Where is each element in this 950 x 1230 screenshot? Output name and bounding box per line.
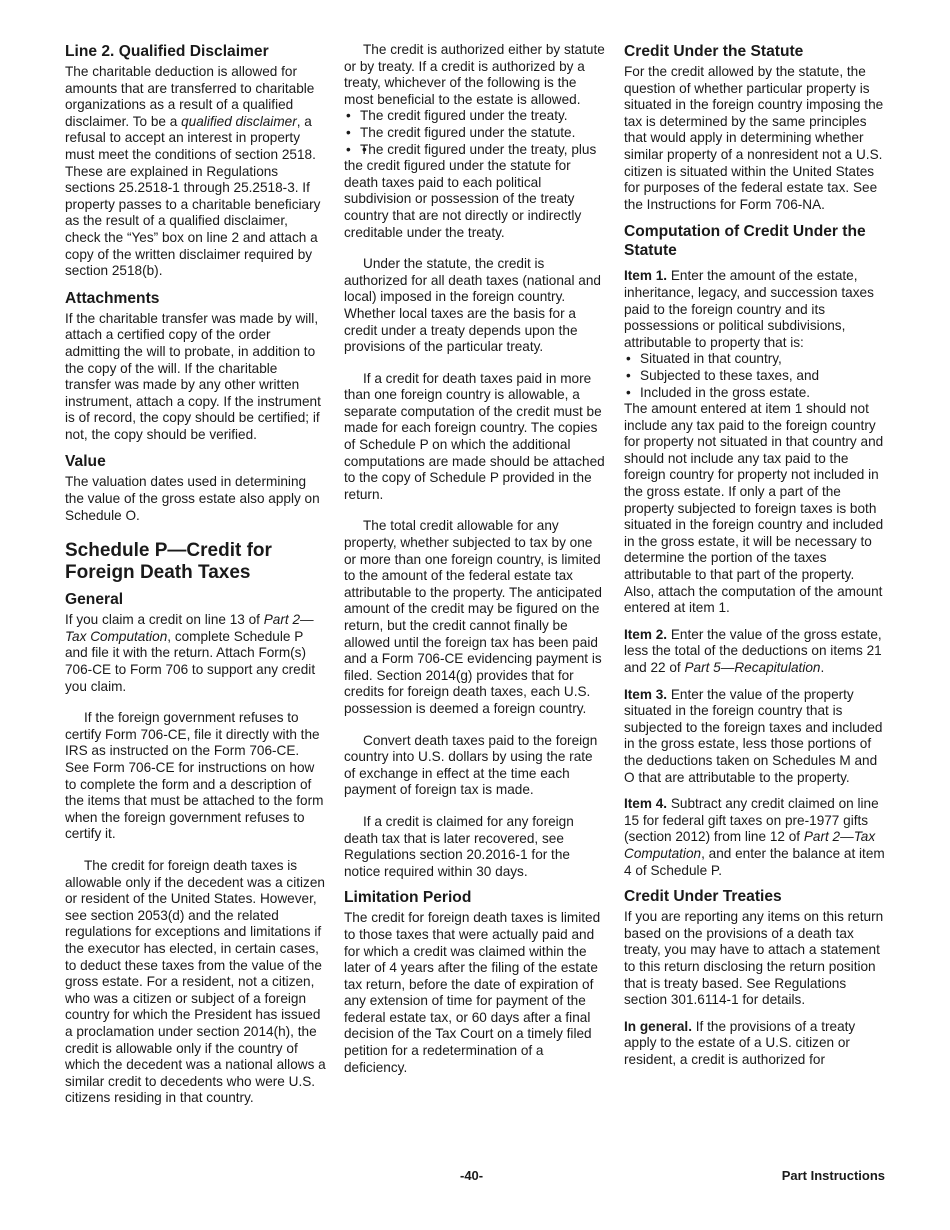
item1-bullet-list — [624, 351, 886, 401]
list-item: • Situated in that country, — [624, 351, 886, 368]
limitation-text: The credit for foreign death taxes is limited to those taxes that were actually paid and for which a credit was claimed within the later of 4 years after the filing of the estate tax return, before the date of expiration of any extension of time for payment of the federal estate tax, or 60 days after a final decision of the Tax Court on a timely filed petition for a redetermination of a deficiency. — [344, 910, 601, 1075]
in-general-text: In general. If the provisions of a treaty apply to the estate of a U.S. citizen or resident, a credit is authorized for — [624, 1018, 856, 1067]
general-heading: General — [65, 591, 124, 609]
general-p3: The credit for foreign death taxes is allowable only if the decedent was a citizen or resident of the United States. However, see section 2053(d) and the related regulations for exceptions and limitations if the executor has elected, in certain cases, to deduct these taxes from the value of the gross estate. For a resident, not a citizen, who was a citizen or subject of a foreign country for which the President has issued a proclamation under section 2014(h), the credit is allowable only if the country of which the decedent was a national allows a similar credit to decedents who were U.S. citizens residing in that country. — [65, 857, 326, 1106]
convert-paragraph: Convert death taxes paid to the foreign country into U.S. dollars by using the rate of exchange in effect at the time each payment of foreign tax is made. — [344, 732, 598, 798]
recovered-paragraph: If a credit is claimed for any foreign death tax that is later recovered, see Regulations section 20.2016-1 for the notice required within 30 days. — [344, 813, 574, 879]
list-item: • The credit figured under the statute. — [344, 125, 606, 142]
section-value — [65, 452, 327, 524]
total-credit-paragraph: The total credit allowable for any property, whether subjected to tax by one or more than one foreign country, is limited to the amount of the federal estate tax attributable to the property. The anticipated amount of the credit may be figured on the return, but the credit cannot finally be allowed until the foreign tax has been paid and a Form 706-CE evidencing payment is filed. Section 2014(g) provides that for credits for foreign death taxes, each U.S. possession is deemed a foreign country. — [344, 518, 602, 716]
section-line2 — [65, 42, 327, 280]
treaties-text: If you are reporting any items on this return based on the provisions of a death tax treaty, you may have to attach a statement to this return disclosing the return position that is treaty based. See Regulations section 301.6114-1 for details. — [624, 909, 884, 1008]
limitation-heading: Limitation Period — [344, 889, 472, 907]
list-item: • Subjected to these taxes, and — [624, 368, 886, 385]
list-item: • Included in the gross estate. — [624, 385, 886, 402]
attachments-text: If the charitable transfer was made by will, attach a certified copy of the order admitting the will to probate, in addition to the copy of the will. If the charitable transfer was made by any other written instrument, attach a copy. If the instrument is of record, the copy should be certified; if not, the copy should be verified. — [65, 310, 321, 442]
item2-text: Item 2. Enter the value of the gross estate, less the total of the deductions on items 21 and 22 of Part 5—Recapitulation. — [624, 626, 882, 675]
value-heading: Value — [65, 453, 106, 471]
item4-text: Item 4. Subtract any credit claimed on line 15 for federal gift taxes on pre-1977 gifts (section 2012) from line 12 of Part 2—Tax Computation, and enter the balance at item 4 of Schedule P. — [624, 796, 885, 878]
computation-heading: Computation of Credit Under the Statute — [624, 223, 866, 260]
item1-text: Item 1. Enter the amount of the estate, inheritance, legacy, and succession taxes paid to the foreign country and its possessions or political subdivisions, attributable to property that is: — [624, 268, 874, 350]
list-item: • The credit figured under the treaty. — [344, 108, 606, 125]
credit-bullet-list — [344, 108, 606, 241]
authorized-text: The credit is authorized either by statute or by treaty. If a credit is authorized by a treaty, whichever of the following is the most beneficial to the estate is allowed. — [344, 42, 605, 107]
footer-label: Part Instructions — [781, 1168, 885, 1183]
item1-after-text: The amount entered at item 1 should not include any tax paid to the foreign country for property not situated in that country and should not include any tax paid to the foreign country for property not included in the gross estate. If only a part of the property subjected to foreign taxes is both situated in the foreign country and included in the gross estate, it will be necessary to determine the portion of the taxes attributable to that part of the property. Also, attach the computation of the amount entered at item 1. — [624, 401, 884, 616]
column-right — [624, 42, 886, 1076]
column-middle — [344, 42, 606, 1084]
line2-text: The charitable deduction is allowed for amounts that are transferred to charitable organizations as a result of a qualified disclaimer. To be a qualified disclaimer, a refusal to accept an interest in property must meet the conditions of section 2518. These are explained in Regulations sections 25.2518-1 through 25.2518-3. If property passes to a charitable beneficiary as the result of a qualified disclaimer, check the “Yes” box on line 2 and attach a copy of the written disclaimer required by section 2518(b). — [65, 64, 321, 279]
value-text: The valuation dates used in determining the value of the gross estate also apply on Schedule O. — [65, 474, 320, 523]
treaties-heading: Credit Under Treaties — [624, 888, 782, 906]
schedule-p-title: Schedule P—Credit for Foreign Death Taxes — [65, 540, 272, 584]
statute-paragraph: Under the statute, the credit is authorized for all death taxes (national and local) imposed in the foreign country. Whether local taxes are the basis for a credit under a treaty depends upon the provisions of the particular treaty. — [344, 256, 601, 355]
attachments-heading: Attachments — [65, 289, 160, 307]
general-p1: If you claim a credit on line 13 of Part 2—Tax Computation, complete Schedule P and file it with the return. Attach Form(s) 706-CE to Form 706 to support any credit you claim. — [65, 612, 316, 694]
section-credit-statute — [624, 42, 886, 213]
item3-text: Item 3. Enter the value of the property situated in the foreign country that is subjected to the foreign taxes and included in the gross estate, less those portions of the deductions taken on Schedules M and O that are attributable to the property. — [624, 686, 883, 785]
general-p2: If the foreign government refuses to certify Form 706-CE, file it directly with the IRS as instructed on the Form 706-CE. See Form 706-CE for instructions on how to complete the form and a description of the items that must be attached to the form when the foreign government refuses to certify it. — [65, 710, 324, 842]
column-left — [65, 42, 327, 1122]
section-attachments — [65, 289, 327, 444]
line2-heading: Line 2. Qualified Disclaimer — [65, 43, 269, 60]
statute-heading: Credit Under the Statute — [624, 43, 804, 60]
list-item: • • The credit figured under the treaty, plus the credit figured under the statute for death taxes paid to each political subdivision or possession of the treaty country that are not directly or indirectly creditable under the treaty. — [344, 142, 606, 242]
multiple-countries-paragraph: If a credit for death taxes paid in more than one foreign country is allowable, a separate computation of the credit must be made for each foreign country. The copies of Schedule P on which the additional computations are made should be attached to the copy of Schedule P provided in the return. — [344, 370, 605, 502]
page-number: -40- — [460, 1168, 484, 1183]
statute-text: For the credit allowed by the statute, the question of whether particular property is situated in the foreign country imposing the tax is determined by the same principles that would apply in determining whether similar property of a nonresident not a U.S. citizen is situated within the United States for purposes of the federal estate tax. See the Instructions for Form 706-NA. — [624, 64, 884, 212]
